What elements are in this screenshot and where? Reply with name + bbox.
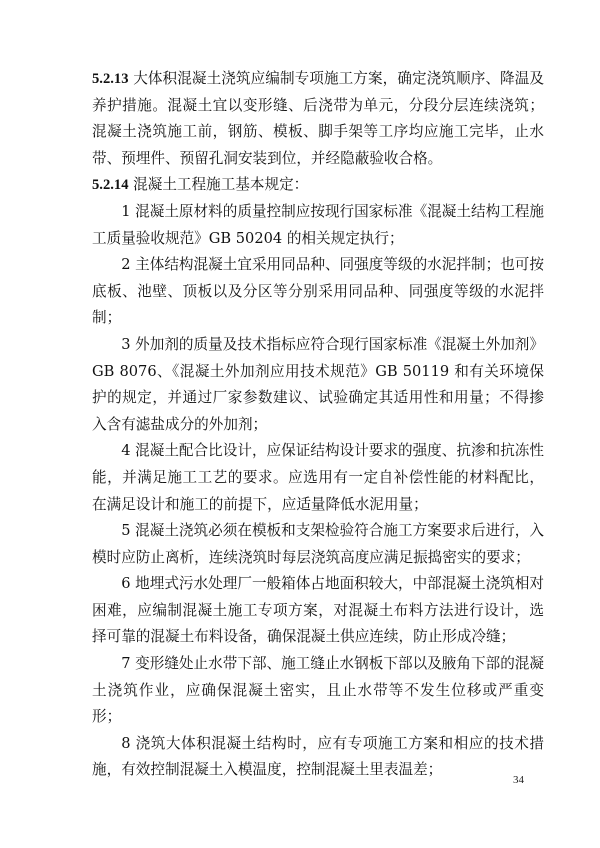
list-item: 1 混凝土原材料的质量控制应按现行国家标准《混凝土结构工程施工质量验收规范》GB 50204 的相关规定执行； — [92, 202, 544, 247]
clause-5-2-13 — [92, 66, 544, 172]
clause-number: 5.2.14 — [92, 177, 129, 194]
list-item: 7 变形缝处止水带下部、施工缝止水钢板下部以及腋角下部的混凝土浇筑作业，应确保混凝土密实，且止水带等不发生位移或严重变形； — [92, 655, 544, 726]
list-item: 2 主体结构混凝土宜采用同品种、同强度等级的水泥拌制；也可按底板、池壁、顶板以及分区等分别采用同品种、同强度等级的水泥拌制； — [92, 256, 544, 327]
page-number: 34 — [513, 774, 524, 786]
clause-5-2-14 — [92, 172, 544, 199]
list-item: 6 地埋式污水处理厂一般箱体占地面积较大，中部混凝土浇筑相对困难，应编制混凝土施工专项方案，对混凝土布料方法进行设计，选择可靠的混凝土布料设备，确保混凝土供应连续，防止形成冷缝； — [92, 575, 544, 646]
clause-text: 大体积混凝土浇筑应编制专项施工方案，确定浇筑顺序、降温及养护措施。混凝土宜以变形缝、后浇带为单元，分段分层连续浇筑；混凝土浇筑施工前，钢筋、模板、脚手架等工序均应施工完毕，止水带、预埋件、预留孔洞安装到位，并经隐蔽验收合格。 — [92, 70, 544, 167]
list-item: 5 混凝土浇筑必须在模板和支架检验符合施工方案要求后进行，入模时应防止离析，连续浇筑时每层浇筑高度应满足振捣密实的要求； — [92, 522, 544, 566]
body-text — [92, 66, 544, 784]
clause-number: 5.2.13 — [92, 71, 129, 87]
list-item: 8 浇筑大体积混凝土结构时，应有专项施工方案和相应的技术措施，有效控制混凝土入模温度，控制混凝土里表温差； — [92, 734, 544, 779]
list-item: 3 外加剂的质量及技术指标应符合现行国家标准《混凝土外加剂》GB 8076、《混凝土外加剂应用技术规范》GB 50119 和有关环境保护的规定，并通过厂家参数建议、试验确定其适用性和用量；不得掺入含有滤盐成分的外加剂； — [92, 335, 544, 433]
clause-text: 混凝土工程施工基本规定： — [133, 176, 309, 194]
list-item: 4 混凝土配合比设计，应保证结构设计要求的强度、抗渗和抗冻性能，并满足施工工艺的要求。应选用有一定自补偿性能的材料配比，在满足设计和施工的前提下，应适量降低水泥用量； — [92, 442, 544, 513]
